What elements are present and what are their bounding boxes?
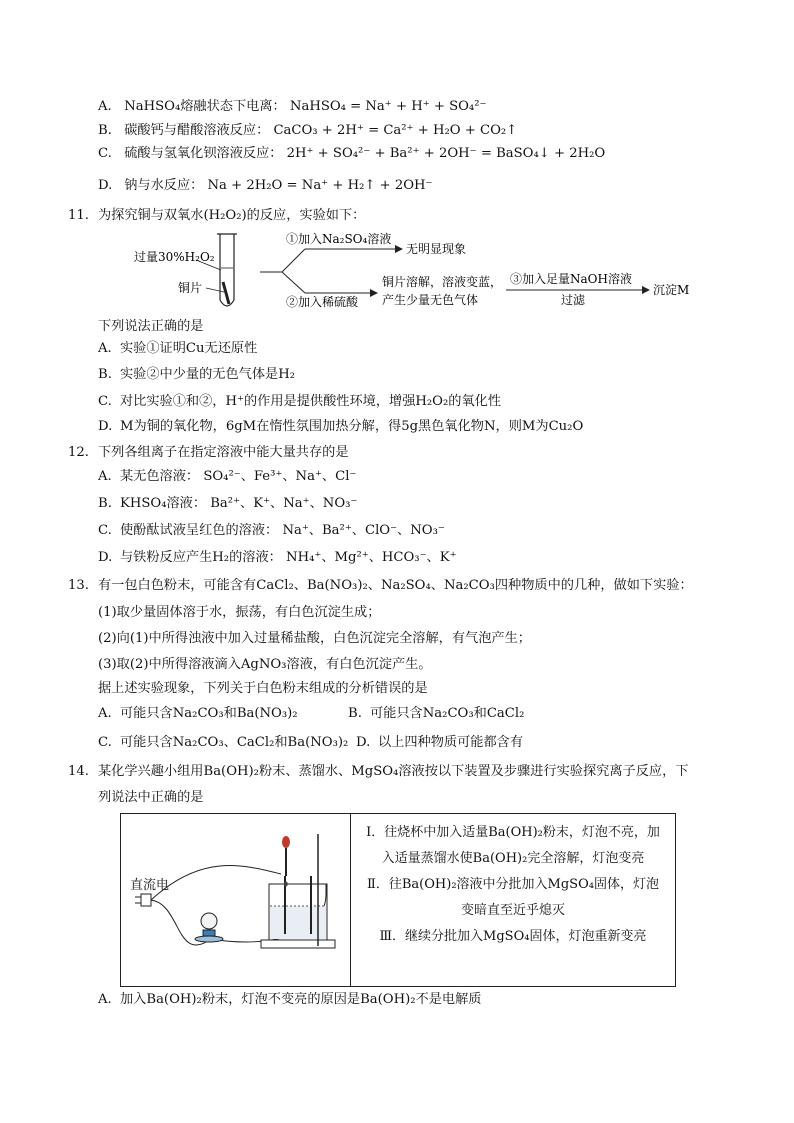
q13-option-b: B. 可能只含Na₂CO₃和CaCl₂ (348, 706, 525, 721)
q14-step-1: Ⅰ．往烧杯中加入适量Ba(OH)₂粉末，灯泡不亮，加入适量蒸馏水使Ba(OH)₂完全溶解，灯泡变亮 (366, 825, 660, 866)
result2-line1: 铜片溶解，溶液变蓝， (382, 275, 503, 289)
q12-option-a: A. 某无色溶液： SO₄²⁻、Fe³⁺、Na⁺、Cl⁻ (98, 469, 357, 484)
q11-option-a: A. 实验①证明Cu无还原性 (98, 341, 258, 356)
dc-power-label: 直流电 (130, 878, 170, 893)
light-bulb-icon (195, 913, 223, 942)
q13-step-2: (2)向(1)中所得浊液中加入过量稀盐酸，白色沉淀完全溶解，有气泡产生； (98, 631, 531, 646)
q10-option-b: B. 碳酸钙与醋酸溶液反应： CaCO₃ + 2H⁺ = Ca²⁺ + H₂O + CO₂↑ (98, 123, 518, 138)
circuit-apparatus (121, 814, 350, 986)
q11-option-b: B. 实验②中少量的无色气体是H₂ (98, 367, 296, 382)
q10-option-c: C. 硫酸与氢氧化钡溶液反应： 2H⁺ + SO₄²⁻ + Ba²⁺ + 2OH⁻ = BaSO₄↓ + 2H₂O (98, 146, 606, 161)
q10-option-d-text: 钠与水反应： Na + 2H₂O = Na⁺ + H₂↑ + 2OH⁻ (124, 178, 433, 193)
q11-prompt: 下列说法正确的是 (98, 319, 204, 334)
q14-step-3: Ⅲ．继续分批加入MgSO₄固体，灯泡重新变亮 (379, 929, 647, 944)
step3-label: ③加入足量NaOH溶液 (510, 272, 632, 286)
q10-option-b-text: 碳酸钙与醋酸溶液反应： CaCO₃ + 2H⁺ = Ca²⁺ + H₂O + CO₂↑ (124, 123, 518, 138)
q13-step-1: (1)取少量固体溶于水，振荡，有白色沉淀生成； (98, 605, 381, 620)
q13-option-a: A. 可能只含Na₂CO₃和Ba(NO₃)₂ (98, 706, 298, 721)
q10-option-d: D. 钠与水反应： Na + 2H₂O = Na⁺ + H₂↑ + 2OH⁻ (98, 178, 433, 193)
step3-filter-label: 过滤 (561, 293, 586, 307)
q11-option-c: C. 对比实验①和②，H⁺的作用是提供酸性环境，增强H₂O₂的氧化性 (98, 394, 502, 409)
branch2-label: ②加入稀硫酸 (286, 295, 359, 309)
q14-stem-line2: 列说法中正确的是 (98, 790, 204, 805)
test-tube-icon (196, 234, 237, 306)
branch1-label: ①加入Na₂SO₄溶液 (286, 232, 392, 246)
q14-stem-line1: 14. 某化学兴趣小组用Ba(OH)₂粉末、蒸馏水、MgSO₄溶液按以下装置及步骤进行实验探究离子反应，下 (68, 764, 689, 779)
result2-line2: 产生少量无色气体 (382, 293, 479, 307)
plug-icon (135, 894, 151, 906)
q14-experiment-box (120, 813, 676, 987)
reagent-label: 过量30%H₂O₂ (134, 250, 215, 264)
q10-option-c-text: 硫酸与氢氧化钡溶液反应： 2H⁺ + SO₄²⁻ + Ba²⁺ + 2OH⁻ = BaSO₄↓ + 2H₂O (124, 146, 606, 161)
q11-stem: 11. 为探究铜与双氧水(H₂O₂)的反应，实验如下： (68, 208, 366, 223)
result1-label: 无明显现象 (406, 242, 467, 256)
q12-option-c: C. 使酚酞试液呈红色的溶液： Na⁺、Ba²⁺、ClO⁻、NO₃⁻ (98, 523, 445, 538)
q11-option-d: D. M为铜的氧化物，6gM在惰性氛围加热分解，得5g黑色氧化物N，则M为Cu₂O (98, 419, 584, 434)
q14-option-a: A. 加入Ba(OH)₂粉末，灯泡不变亮的原因是Ba(OH)₂不是电解质 (98, 992, 482, 1007)
q13-option-c: C. 可能只含Na₂CO₃、CaCl₂和Ba(NO₃)₂ (98, 735, 349, 750)
q14-steps (363, 820, 663, 950)
product-label: 沉淀M (653, 283, 690, 297)
copper-label: 铜片 (178, 281, 203, 295)
q12-option-d: D. 与铁粉反应产生H₂的溶液： NH₄⁺、Mg²⁺、HCO₃⁻、K⁺ (98, 550, 457, 565)
q11-stem-text: 为探究铜与双氧水(H₂O₂)的反应，实验如下： (98, 208, 366, 223)
q13-prompt: 据上述实验现象，下列关于白色粉末组成的分析错误的是 (98, 681, 428, 696)
q13-step-3: (3)取(2)中所得溶液滴入AgNO₃溶液，有白色沉淀产生。 (98, 657, 432, 672)
experiment-box-divider (350, 814, 351, 986)
q10-option-a-text: NaHSO₄熔融状态下电离： NaHSO₄ = Na⁺ + H⁺ + SO₄²⁻ (124, 99, 487, 114)
q13-option-d: D. 以上四种物质可能都含有 (356, 735, 524, 750)
q14-step-2: Ⅱ．往Ba(OH)₂溶液中分批加入MgSO₄固体，灯泡变暗直至近乎熄灭 (367, 877, 659, 918)
beaker-icon (261, 876, 335, 948)
q12-stem: 12. 下列各组离子在指定溶液中能大量共存的是 (68, 445, 349, 460)
q10-option-a: A. NaHSO₄熔融状态下电离： NaHSO₄ = Na⁺ + H⁺ + SO₄²⁻ (98, 99, 487, 114)
q11-flow-diagram (120, 228, 710, 318)
q13-stem: 13. 有一包白色粉末，可能含有CaCl₂、Ba(NO₃)₂、Na₂SO₄、Na₂CO₃四种物质中的几种，做如下实验： (68, 578, 693, 593)
q12-option-b: B. KHSO₄溶液： Ba²⁺、K⁺、Na⁺、NO₃⁻ (98, 496, 358, 511)
